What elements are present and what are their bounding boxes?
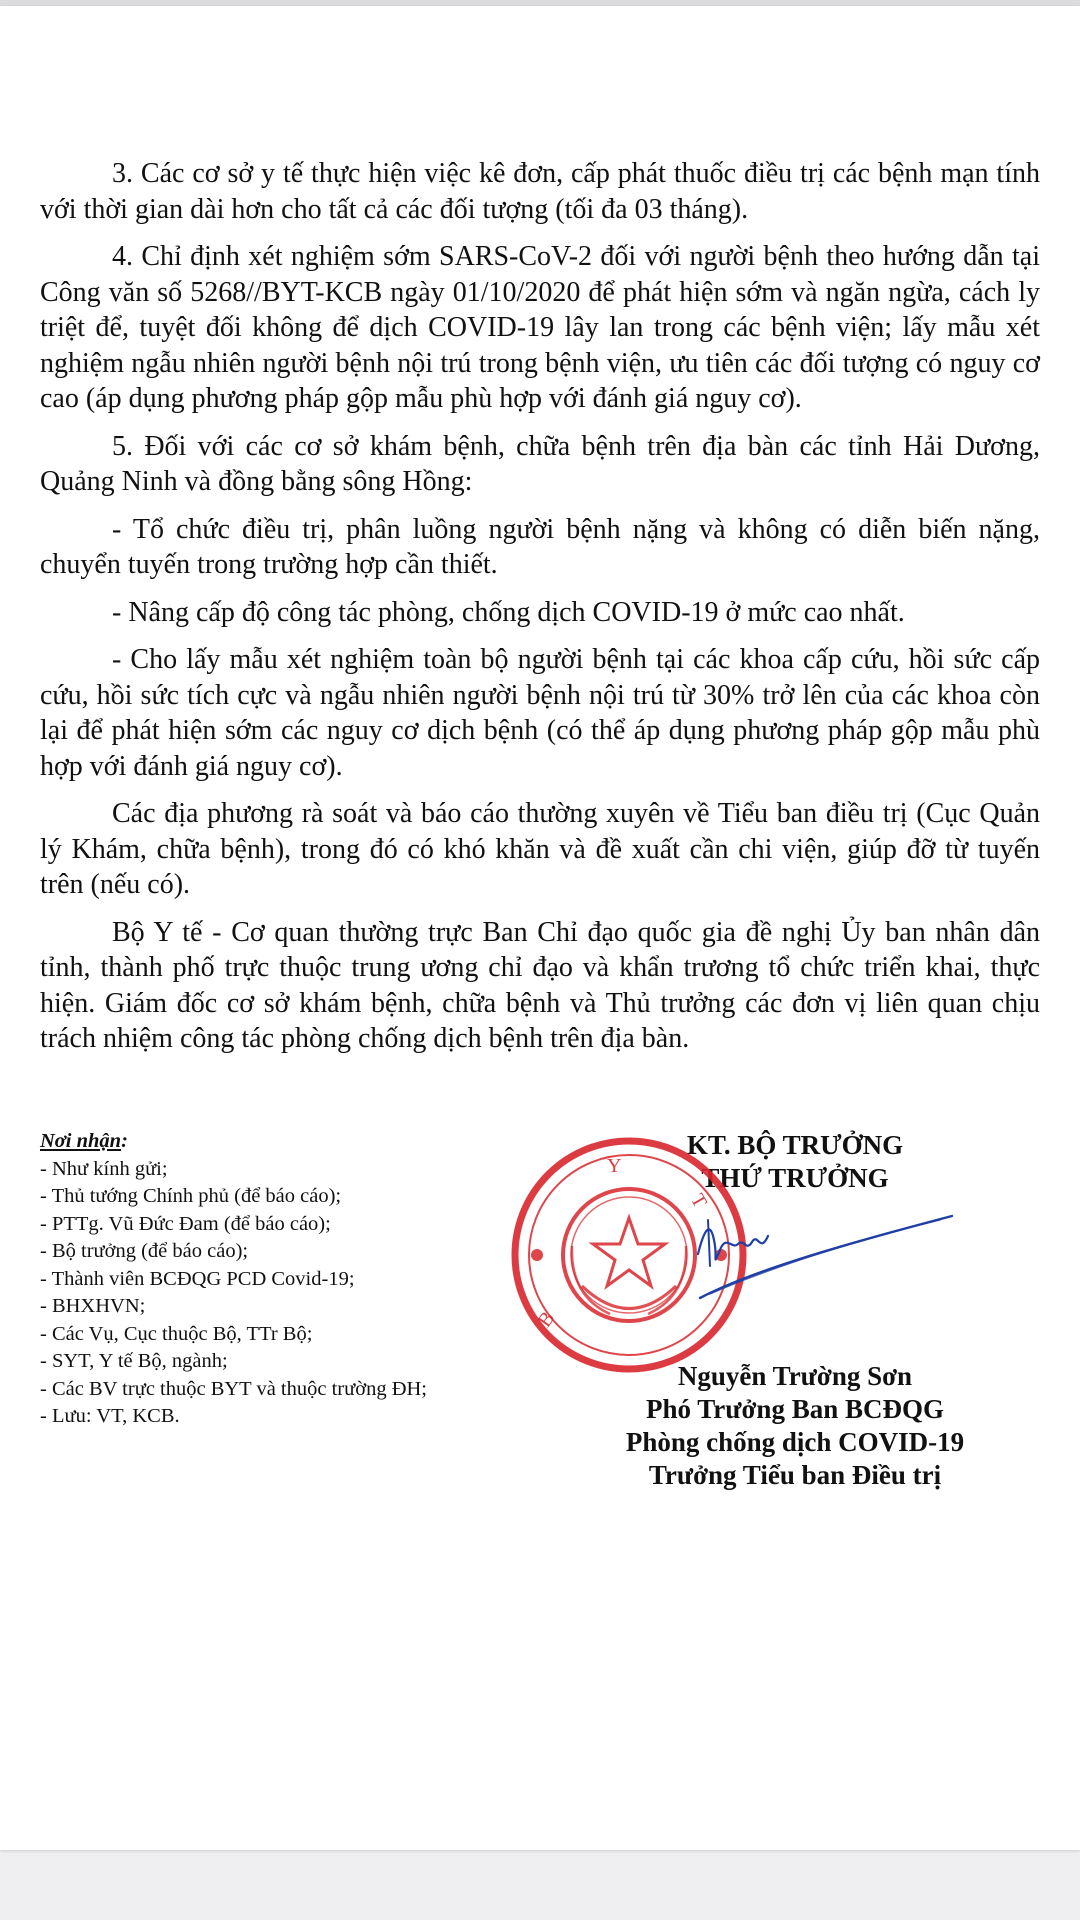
recipients-heading-label: Nơi nhận — [40, 1130, 122, 1152]
signer-block — [595, 1360, 995, 1492]
document-body — [40, 156, 1040, 1069]
paragraph-item-5-a: - Tổ chức điều trị, phân luồng người bệnh nặng và không có diễn biến nặng, chuyển tuyến trong trường hợp cần thiết. — [40, 513, 1040, 580]
paragraph-item-4: 4. Chỉ định xét nghiệm sớm SARS-CoV-2 đối với người bệnh theo hướng dẫn tại Công văn số 5268//BYT-KCB ngày 01/10/2020 để phát hiện sớm và ngăn ngừa, cách ly triệt để, tuyệt đối không để dịch COVID-19 lây lan trong các bệnh viện; lấy mẫu xét nghiệm ngẫu nhiên người bệnh nội trú trong bệnh viện, ưu tiên các đối tượng có nguy cơ cao (áp dụng phương pháp gộp mẫu phù hợp với đánh giá nguy cơ). — [40, 241, 1040, 414]
recipients-heading — [40, 1128, 520, 1156]
recipients-block — [40, 1128, 520, 1431]
recipient-item: - BHXHVN; — [40, 1295, 146, 1317]
svg-text:B: B — [533, 1307, 560, 1332]
signer-role-line-1: Phó Trưởng Ban BCĐQG — [646, 1394, 944, 1424]
recipient-item: - SYT, Y tế Bộ, ngành; — [40, 1350, 228, 1372]
paragraph-item-3: 3. Các cơ sở y tế thực hiện việc kê đơn, cấp phát thuốc điều trị các bệnh mạn tính với thời gian dài hơn cho tất cả các đối tượng (tối đa 03 tháng). — [40, 158, 1040, 225]
recipient-item: - Lưu: VT, KCB. — [40, 1405, 180, 1427]
signer-title-line-2: THỨ TRƯỞNG — [701, 1163, 889, 1193]
recipient-item: - Thủ tướng Chính phủ (để báo cáo); — [40, 1185, 342, 1207]
recipient-item: - PTTg. Vũ Đức Đam (để báo cáo); — [40, 1212, 331, 1235]
recipients-list — [40, 1156, 520, 1431]
recipient-item: - Như kính gửi; — [40, 1157, 168, 1180]
signer-role-line-2: Phòng chống dịch COVID-19 — [625, 1427, 965, 1457]
recipient-item: - Các Vụ, Cục thuộc Bộ, TTr Bộ; — [40, 1322, 313, 1345]
handwritten-signature — [690, 1202, 960, 1312]
paragraph-report: Các địa phương rà soát và báo cáo thường xuyên về Tiểu ban điều trị (Cục Quản lý Khám, chữa bệnh), trong đó có khó khăn và đề xuất cần chi viện, giúp đỡ từ tuyến trên (nếu có). — [40, 798, 1040, 900]
svg-text:Y: Y — [607, 1155, 622, 1177]
paragraph-closing: Bộ Y tế - Cơ quan thường trực Ban Chỉ đạo quốc gia đề nghị Ủy ban nhân dân tỉnh, thành phố trực thuộc trung ương chỉ đạo và khẩn trương tổ chức triển khai, thực hiện. Giám đốc cơ sở khám bệnh, chữa bệnh và Thủ trưởng các đơn vị liên quan chịu trách nhiệm công tác phòng chống dịch bệnh trên địa bàn. — [40, 916, 1040, 1054]
signer-role-line-3: Trưởng Tiểu ban Điều trị — [648, 1460, 942, 1490]
recipients-heading-colon: : — [121, 1130, 128, 1152]
recipient-item: - Thành viên BCĐQG PCD Covid-19; — [40, 1267, 355, 1290]
recipient-item: - Bộ trưởng (để báo cáo); — [40, 1240, 249, 1262]
svg-text:T: T — [685, 1190, 712, 1212]
signer-title-line-1: KT. BỘ TRƯỞNG — [686, 1130, 904, 1160]
paragraph-item-5-b: - Nâng cấp độ công tác phòng, chống dịch COVID-19 ở mức cao nhất. — [112, 596, 905, 628]
document-page — [0, 6, 1080, 1850]
recipient-item: - Các BV trực thuộc BYT và thuộc trường ĐH; — [40, 1377, 428, 1400]
signer-name: Nguyễn Trường Sơn — [677, 1361, 913, 1391]
paragraph-item-5-c: - Cho lấy mẫu xét nghiệm toàn bộ người bệnh tại các khoa cấp cứu, hồi sức cấp cứu, hồi sức tích cực và ngẫu nhiên người bệnh nội trú từ 30% trở lên của các khoa còn lại để phát hiện sớm các nguy cơ dịch bệnh (có thể áp dụng phương pháp gộp mẫu phù hợp với đánh giá nguy cơ). — [40, 644, 1040, 782]
paragraph-item-5: 5. Đối với các cơ sở khám bệnh, chữa bệnh trên địa bàn các tỉnh Hải Dương, Quảng Ninh và đồng bằng sông Hồng: — [40, 430, 1040, 497]
